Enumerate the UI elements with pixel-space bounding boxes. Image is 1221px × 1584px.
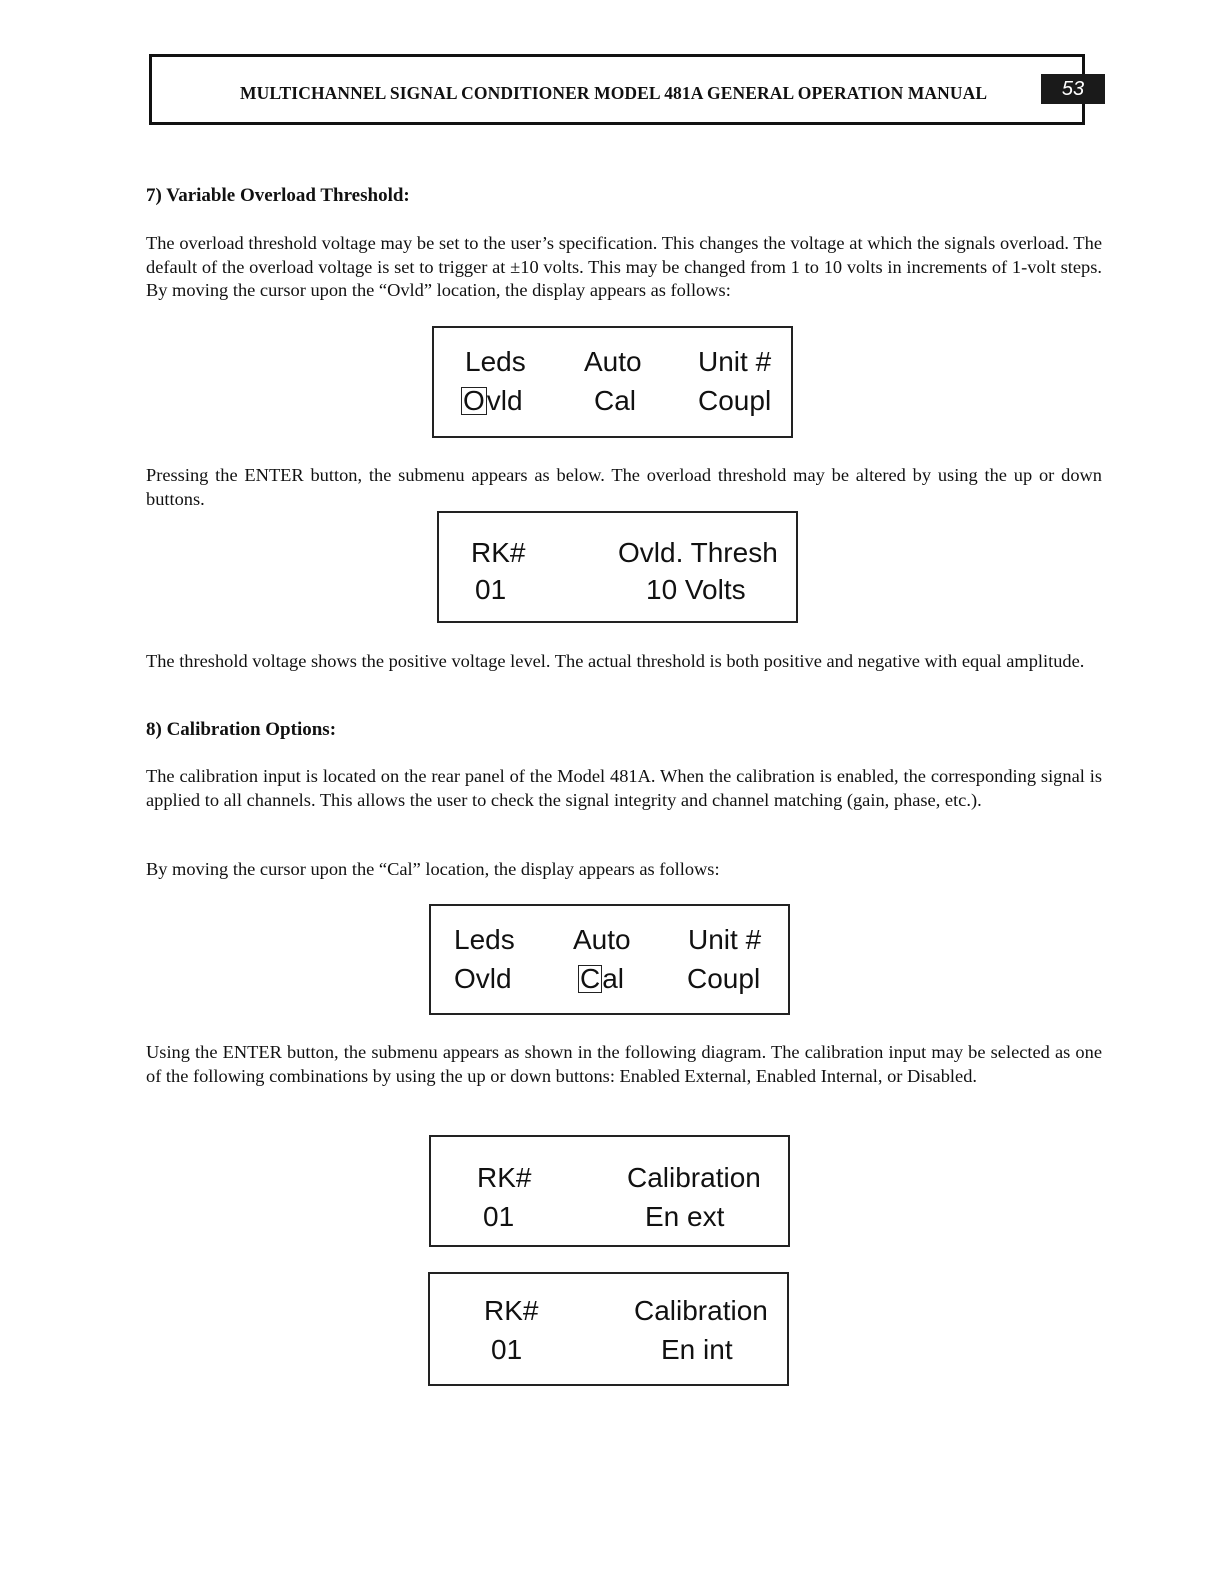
lcd-cursor: C [580,963,601,994]
page-number-badge: 53 [1041,74,1105,104]
lcd-thresh-value: 10 Volts [646,574,746,605]
lcd-ovld-thresh-title: Ovld. Thresh [618,537,778,568]
lcd-auto-label: Auto [573,924,631,955]
lcd-ovld-rest: vld [486,385,523,416]
section-8-paragraph-2: By moving the cursor upon the “Cal” location, the display appears as follows: [146,859,720,879]
section-8-heading: 8) Calibration Options: [146,719,337,740]
lcd-cal-label [578,963,624,995]
lcd-rk-value: 01 [491,1334,523,1365]
lcd-ovld-label [461,385,523,417]
section-7-paragraph-1: The overload threshold voltage may be set to the user’s specification. This changes the voltage at which the signals overload. The default of the overload voltage is set to trigger at ±10 volts. This may be changed from 1 to 10 volts in increments of 1-volt steps. By moving the cursor upon the “Ovld” location, the display appears as follows: [146,233,1102,300]
lcd-display-main-menu-ovld [432,326,793,438]
lcd-leds-label: Leds [454,924,515,955]
lcd-coupl-label: Coupl [687,963,761,994]
lcd-coupl-label: Coupl [698,385,772,416]
lcd-calibration-title: Calibration [627,1162,761,1193]
section-7-heading: 7) Variable Overload Threshold: [146,185,410,206]
header-title: MULTICHANNEL SIGNAL CONDITIONER MODEL 481A GENERAL OPERATION MANUAL [240,83,988,103]
lcd-rk-label: RK# [484,1295,539,1326]
lcd-calibration-value: En int [661,1334,733,1365]
lcd-auto-label: Auto [584,346,642,377]
lcd-unit-label: Unit # [688,924,762,955]
lcd-display-calibration-en-ext [429,1135,790,1247]
section-7-paragraph-2: Pressing the ENTER button, the submenu appears as below. The overload threshold may be altered by using the up or down buttons. [146,465,1102,509]
lcd-display-main-menu-cal [429,904,790,1015]
lcd-rk-label: RK# [471,537,526,568]
lcd-rk-value: 01 [475,574,507,605]
page-header [149,54,1085,125]
lcd-leds-label: Leds [465,346,526,377]
lcd-ovld-label: Ovld [454,963,512,994]
lcd-cal-rest: al [602,963,625,994]
lcd-display-calibration-en-int [428,1272,789,1386]
lcd-calibration-value: En ext [645,1201,725,1232]
section-7-paragraph-3: The threshold voltage shows the positive voltage level. The actual threshold is both positive and negative with equal amplitude. [146,651,1085,671]
lcd-rk-label: RK# [477,1162,532,1193]
section-8-paragraph-1: The calibration input is located on the rear panel of the Model 481A. When the calibration is enabled, the corresponding signal is applied to all channels. This allows the user to check the signal integrity and channel matching (gain, phase, etc.). [146,766,1102,810]
lcd-rk-value: 01 [483,1201,515,1232]
lcd-unit-label: Unit # [698,346,772,377]
lcd-cursor: O [463,385,485,416]
lcd-cal-label: Cal [594,385,637,416]
lcd-calibration-title: Calibration [634,1295,768,1326]
section-8-paragraph-3: Using the ENTER button, the submenu appears as shown in the following diagram. The calibration input may be selected as one of the following combinations by using the up or down buttons: Enabled External, Enabled Internal, or Disabled. [146,1042,1102,1086]
lcd-display-ovld-thresh [437,511,798,623]
